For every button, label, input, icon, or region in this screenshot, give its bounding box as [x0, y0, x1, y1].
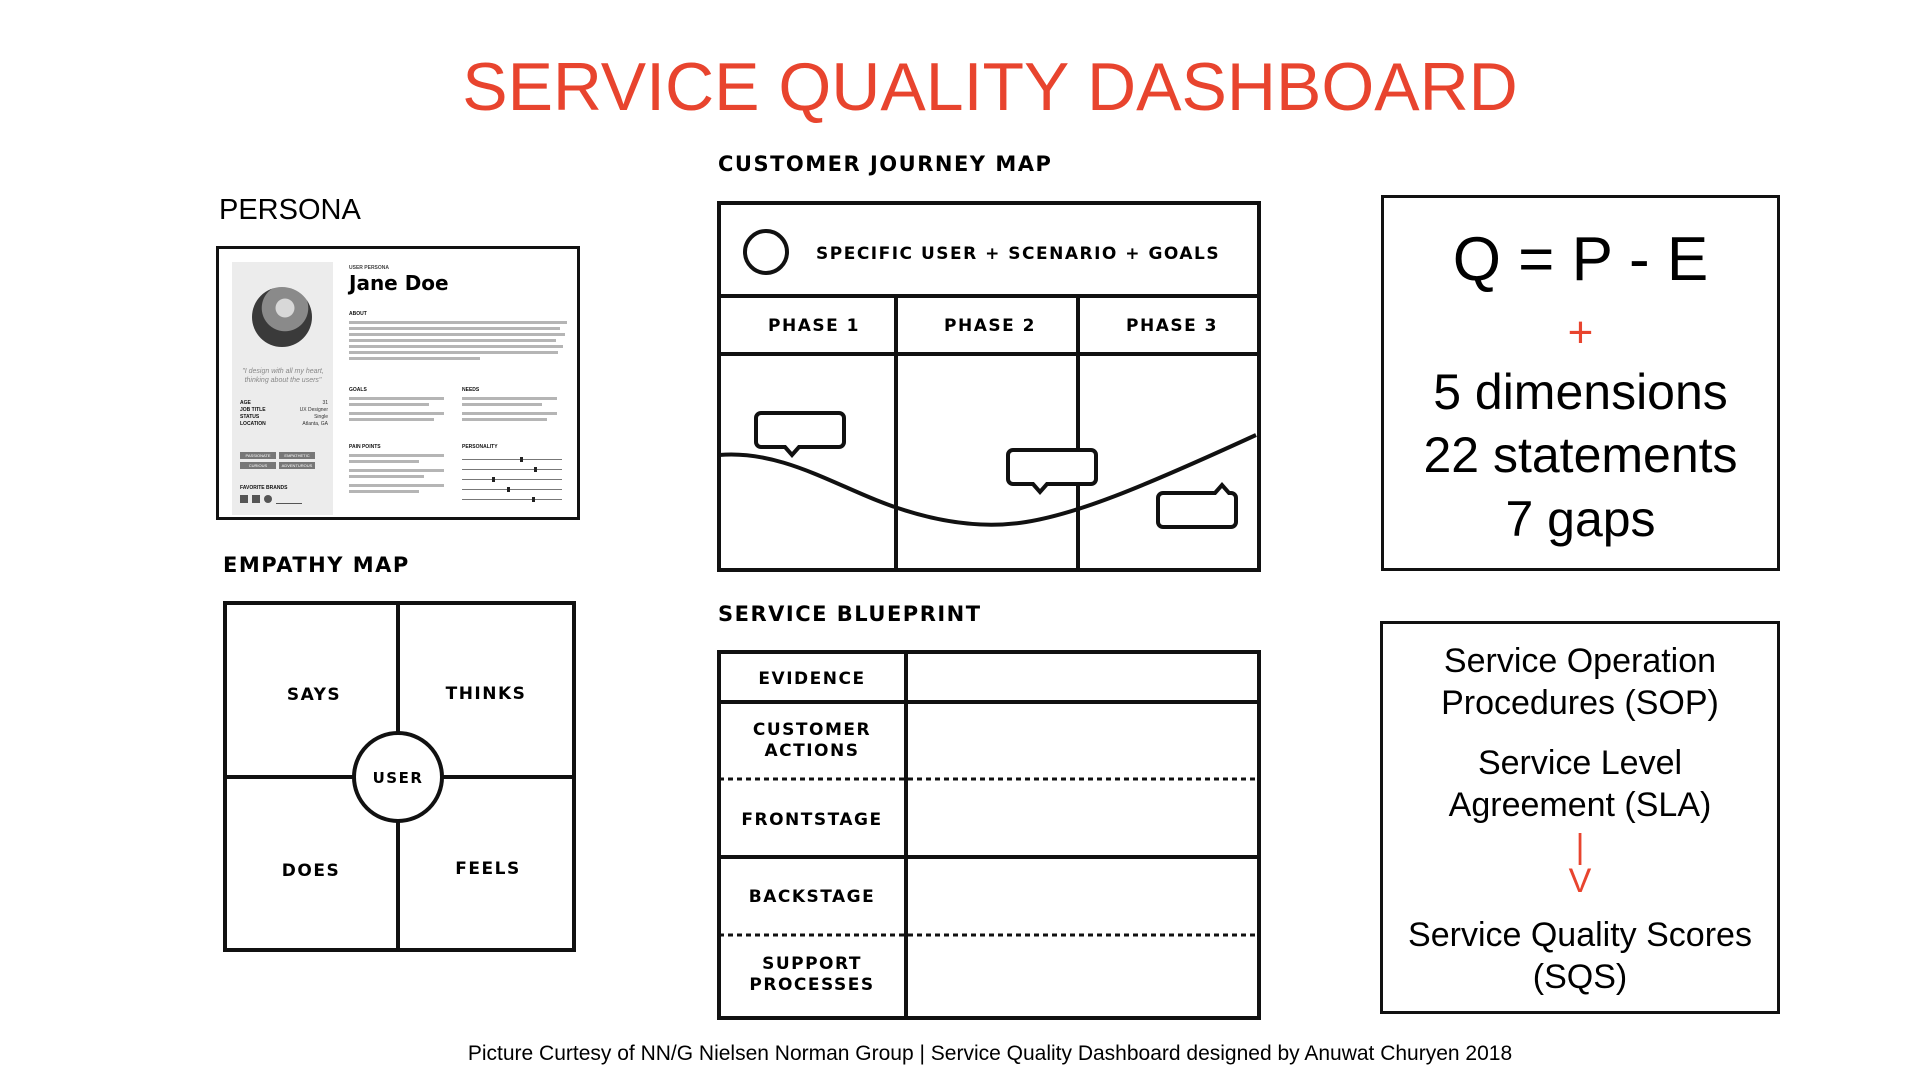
phase-3-label: PHASE 3 — [1126, 316, 1218, 336]
fact-row: LOCATION Atlanta, GA — [240, 421, 328, 427]
sla-line-1: Service Level — [1477, 744, 1683, 782]
persona-role-label: USER PERSONA — [349, 265, 390, 271]
speech-bubble-icon — [1158, 485, 1236, 527]
formula-dimensions: 5 dimensions — [1433, 364, 1728, 420]
phase-2-label: PHASE 2 — [944, 316, 1036, 336]
page-title: SERVICE QUALITY DASHBOARD — [462, 49, 1518, 125]
linkedin-icon — [252, 495, 260, 503]
customer-actions-label-2: ACTIONS — [764, 741, 860, 761]
evidence-label: EVIDENCE — [758, 669, 866, 689]
customer-actions-label-1: CUSTOMER — [752, 720, 872, 740]
scenario-label: SPECIFIC USER + SCENARIO + GOALS — [816, 244, 1221, 264]
feels-label: FEELS — [455, 859, 521, 879]
fact-row: JOB TITLE UX Designer — [240, 407, 328, 413]
pain-points-label: PAIN POINTS — [349, 444, 381, 450]
empathy-map — [222, 600, 577, 954]
goals-text — [349, 397, 449, 421]
persona-card — [216, 246, 580, 520]
footer-credit: Picture Curtesy of NN/G Nielsen Norman Group | Service Quality Dashboard designed by Anuwat Churyen 2018 — [467, 1042, 1513, 1065]
pain-points-text — [349, 454, 449, 493]
facebook-icon — [240, 495, 248, 503]
formula-box — [1381, 195, 1780, 571]
sqs-line-1: Service Quality Scores — [1408, 916, 1752, 954]
fact-row: AGE 31 — [240, 400, 328, 406]
formula-statements: 22 statements — [1423, 427, 1738, 483]
spotify-icon — [264, 495, 272, 503]
sop-line-1: Service Operation — [1443, 642, 1717, 680]
brands-label: FAVORITE BRANDS — [240, 485, 288, 491]
speech-bubble-icon — [1008, 450, 1096, 492]
needs-label: NEEDS — [462, 387, 480, 393]
tag: CURIOUS — [240, 462, 276, 469]
blueprint-heading: SERVICE BLUEPRINT — [718, 602, 982, 626]
tag: EMPATHETIC — [279, 452, 315, 459]
formula-gaps: 7 gaps — [1505, 491, 1656, 547]
personality-label: PERSONALITY — [462, 444, 498, 450]
support-processes-label-2: PROCESSES — [749, 975, 875, 995]
formula-equation: Q = P - E — [1452, 225, 1709, 294]
goals-label: GOALS — [349, 387, 367, 393]
tag: ADVENTUROUS — [279, 462, 315, 469]
arrow-bar: | — [1575, 828, 1585, 866]
formula-plus: + — [1567, 308, 1594, 357]
support-processes-label-1: SUPPORT — [762, 954, 862, 974]
persona-sidebar — [232, 262, 333, 515]
about-label: ABOUT — [349, 311, 367, 317]
speech-bubble-icon — [756, 413, 844, 455]
persona-tags — [240, 452, 330, 469]
phase-1-label: PHASE 1 — [768, 316, 860, 336]
about-text — [349, 321, 567, 360]
sop-line-2: Procedures (SOP) — [1441, 684, 1719, 722]
persona-facts — [240, 400, 328, 428]
service-blueprint — [716, 649, 1262, 1023]
sqs-line-2: (SQS) — [1532, 958, 1628, 996]
fact-row: STATUS Single — [240, 414, 328, 420]
persona-label: PERSONA — [219, 194, 361, 226]
persona-name: Jane Doe — [349, 271, 449, 295]
avatar — [252, 287, 312, 347]
brand-icons — [240, 495, 302, 504]
backstage-label: BACKSTAGE — [748, 887, 876, 907]
persona-quote: "I design with all my heart, thinking about the users" — [242, 368, 324, 384]
user-circle-icon — [745, 231, 787, 273]
user-label: USER — [372, 769, 424, 787]
empathy-map-heading: EMPATHY MAP — [223, 553, 410, 577]
brand-logo-icon — [276, 495, 302, 504]
does-label: DOES — [281, 861, 341, 881]
journey-map — [716, 200, 1262, 575]
needs-text — [462, 397, 562, 421]
tag: PASSIONATE — [240, 452, 276, 459]
arrow-head: V — [1568, 862, 1592, 900]
says-label: SAYS — [286, 685, 342, 705]
frontstage-label: FRONTSTAGE — [741, 810, 883, 830]
thinks-label: THINKS — [445, 684, 527, 704]
standards-box — [1380, 621, 1780, 1014]
journey-map-heading: CUSTOMER JOURNEY MAP — [718, 152, 1053, 176]
sla-line-2: Agreement (SLA) — [1448, 786, 1712, 824]
